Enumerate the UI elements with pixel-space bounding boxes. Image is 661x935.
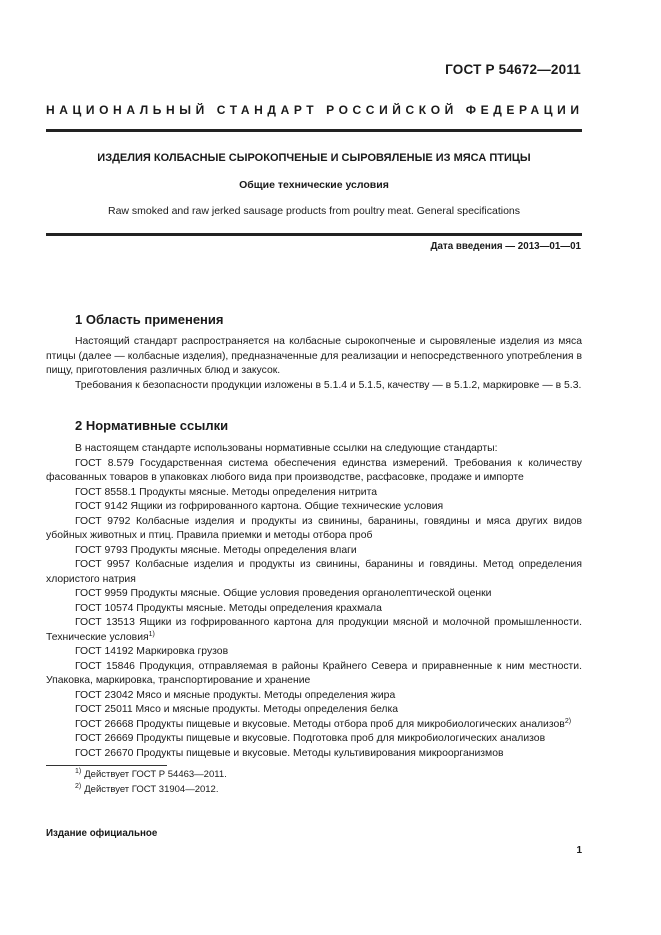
standard-number: ГОСТ Р 54672—2011 <box>445 62 581 77</box>
reference-item: ГОСТ 9957 Колбасные изделия и продукты из свинины, баранины и говядины. Метод определения хлористого натрия <box>46 559 582 585</box>
reference-item: ГОСТ 9142 Ящики из гофрированного картона. Общие технические условия <box>75 501 444 512</box>
footnote-mark: 2) <box>75 783 82 790</box>
footnote <box>75 784 218 795</box>
section-1-paragraph: Требования к безопасности продукции изложены в 5.1.4 и 5.1.5, качеству — в 5.1.2, маркировке — в 5.3. <box>75 379 582 391</box>
official-edition-label: Издание официальное <box>46 828 158 839</box>
reference-item: ГОСТ 26670 Продукты пищевые и вкусовые. Методы культивирования микроорганизмов <box>75 747 504 759</box>
national-standard-banner: НАЦИОНАЛЬНЫЙ СТАНДАРТ РОССИЙСКОЙ ФЕДЕРАЦИИ <box>46 103 584 117</box>
reference-item: ГОСТ 10574 Продукты мясные. Методы определения крахмала <box>75 602 382 614</box>
page-number: 1 <box>576 845 582 856</box>
effective-date: Дата введения — 2013—01—01 <box>430 241 581 252</box>
english-title: Raw smoked and raw jerked sausage products from poultry meat. General specifications <box>107 205 521 217</box>
footnote-mark: 1) <box>75 768 82 775</box>
footnote-separator <box>46 765 167 766</box>
footnote-text: Действует ГОСТ 31904—2012. <box>84 784 219 795</box>
document-subtitle: Общие технические условия <box>239 179 389 191</box>
reference-item: ГОСТ 9793 Продукты мясные. Методы определения влаги <box>75 544 357 556</box>
section-1-body <box>46 335 582 393</box>
reference-item <box>46 718 582 733</box>
reference-text: ГОСТ 26668 Продукты пищевые и вкусовые. Методы отбора проб для микробиологических анализов <box>75 718 565 730</box>
document-title: ИЗДЕЛИЯ КОЛБАСНЫЕ СЫРОКОПЧЕНЫЕ И СЫРОВЯЛЕНЫЕ ИЗ МЯСА ПТИЦЫ <box>97 152 531 164</box>
reference-item: ГОСТ 8.579 Государственная система обеспечения единства измерений. Требования к количеству фасованных товаров в упаковках любого вида при производстве, расфасовке, продаже и импорте <box>46 457 582 483</box>
reference-item: ГОСТ 15846 Продукция, отправляемая в районы Крайнего Севера и приравненные к ним местности. Упаковка, маркировка, транспортирование и хранение <box>46 660 582 686</box>
reference-item <box>46 616 582 645</box>
reference-text: ГОСТ 13513 Ящики из гофрированного картона для продукции мясной и молочной промышленности. Технические условия <box>46 617 582 643</box>
footnote-mark: 2) <box>564 717 572 725</box>
reference-item: ГОСТ 9959 Продукты мясные. Общие условия проведения органолептической оценки <box>75 588 492 599</box>
top-rule <box>46 129 582 132</box>
section-1-heading: 1 Область применения <box>75 312 224 327</box>
reference-item: ГОСТ 26669 Продукты пищевые и вкусовые. Подготовка проб для микробиологических анализов <box>75 733 546 744</box>
footnote-text: Действует ГОСТ Р 54463—2011. <box>84 769 227 780</box>
footnote-mark: 1) <box>148 630 155 638</box>
section-2-body <box>46 442 582 761</box>
section-2-intro: В настоящем стандарте использованы нормативные ссылки на следующие стандарты: <box>75 443 498 454</box>
reference-item: ГОСТ 8558.1 Продукты мясные. Методы определения нитрита <box>75 486 377 498</box>
middle-rule <box>46 233 582 236</box>
reference-item: ГОСТ 9792 Колбасные изделия и продукты из свинины, баранины, говядины и мяса других видов убойных животных и птиц. Правила приемки и методы отбора проб <box>46 515 582 541</box>
section-1-paragraph: Настоящий стандарт распространяется на колбасные сырокопченые и сыровяленые изделия из мяса птицы (далее — колбасные изделия), предназначенные для реализации и непосредственного употребления в пищу, приготовления различных блюд и закусок. <box>46 336 582 376</box>
reference-item: ГОСТ 14192 Маркировка грузов <box>75 646 229 657</box>
reference-item: ГОСТ 25011 Мясо и мясные продукты. Методы определения белка <box>75 704 399 715</box>
footnote <box>75 769 227 780</box>
reference-item: ГОСТ 23042 Мясо и мясные продукты. Методы определения жира <box>75 689 396 701</box>
section-2-heading: 2 Нормативные ссылки <box>75 418 229 433</box>
